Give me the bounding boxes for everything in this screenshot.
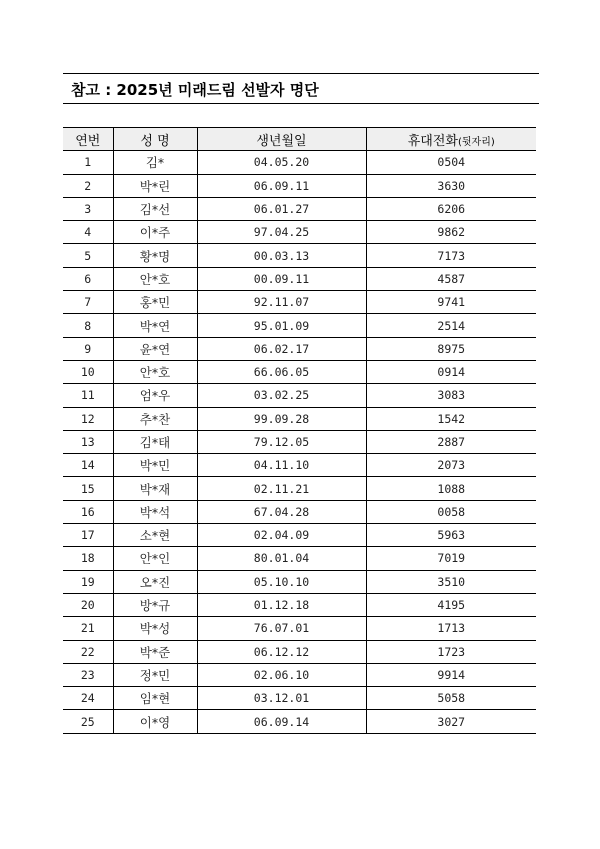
cell-birth: 06.01.27 (197, 197, 366, 220)
cell-no: 13 (63, 430, 113, 453)
table-row (63, 500, 536, 523)
table-row (63, 267, 536, 290)
cell-name: 김*태 (113, 430, 197, 453)
cell-name: 박*린 (113, 174, 197, 197)
cell-birth: 03.12.01 (197, 687, 366, 710)
cell-birth: 06.09.11 (197, 174, 366, 197)
table-row (63, 244, 536, 267)
table-row (63, 384, 536, 407)
cell-phone: 0058 (366, 500, 536, 523)
table-row (63, 151, 536, 174)
table-header-row (63, 128, 536, 151)
cell-no: 14 (63, 454, 113, 477)
cell-name: 추*찬 (113, 407, 197, 430)
table-row (63, 407, 536, 430)
cell-birth: 95.01.09 (197, 314, 366, 337)
cell-name: 박*민 (113, 454, 197, 477)
cell-birth: 99.09.28 (197, 407, 366, 430)
cell-no: 22 (63, 640, 113, 663)
table-row (63, 291, 536, 314)
cell-no: 7 (63, 291, 113, 314)
cell-phone: 7019 (366, 547, 536, 570)
cell-name: 김* (113, 151, 197, 174)
table-row (63, 360, 536, 383)
cell-birth: 04.11.10 (197, 454, 366, 477)
cell-phone: 0504 (366, 151, 536, 174)
cell-name: 안*인 (113, 547, 197, 570)
header-name: 성 명 (113, 128, 197, 151)
cell-birth: 01.12.18 (197, 593, 366, 616)
cell-no: 18 (63, 547, 113, 570)
cell-birth: 03.02.25 (197, 384, 366, 407)
cell-phone: 1542 (366, 407, 536, 430)
cell-no: 25 (63, 710, 113, 733)
cell-no: 15 (63, 477, 113, 500)
cell-birth: 00.03.13 (197, 244, 366, 267)
cell-name: 임*현 (113, 687, 197, 710)
cell-birth: 76.07.01 (197, 617, 366, 640)
cell-phone: 1713 (366, 617, 536, 640)
cell-phone: 9914 (366, 663, 536, 686)
cell-no: 5 (63, 244, 113, 267)
cell-name: 박*연 (113, 314, 197, 337)
cell-phone: 9862 (366, 221, 536, 244)
table-row (63, 197, 536, 220)
table-row (63, 710, 536, 733)
cell-no: 9 (63, 337, 113, 360)
cell-birth: 02.04.09 (197, 524, 366, 547)
cell-name: 이*영 (113, 710, 197, 733)
cell-phone: 3027 (366, 710, 536, 733)
cell-birth: 04.05.20 (197, 151, 366, 174)
table-row (63, 454, 536, 477)
cell-no: 17 (63, 524, 113, 547)
cell-phone: 5058 (366, 687, 536, 710)
table-row (63, 640, 536, 663)
table-row (63, 617, 536, 640)
document-title: 참고 : 2025년 미래드림 선발자 명단 (71, 81, 319, 99)
cell-phone: 0914 (366, 360, 536, 383)
cell-name: 정*민 (113, 663, 197, 686)
cell-name: 방*규 (113, 593, 197, 616)
cell-no: 24 (63, 687, 113, 710)
table-header (63, 128, 536, 151)
cell-birth: 80.01.04 (197, 547, 366, 570)
cell-birth: 02.11.21 (197, 477, 366, 500)
cell-name: 홍*민 (113, 291, 197, 314)
table-row (63, 174, 536, 197)
cell-name: 오*진 (113, 570, 197, 593)
header-phone-label: 휴대전화 (407, 133, 458, 149)
cell-birth: 79.12.05 (197, 430, 366, 453)
cell-no: 3 (63, 197, 113, 220)
cell-name: 김*선 (113, 197, 197, 220)
cell-birth: 02.06.10 (197, 663, 366, 686)
table-row (63, 687, 536, 710)
cell-phone: 1723 (366, 640, 536, 663)
cell-phone: 4587 (366, 267, 536, 290)
cell-no: 1 (63, 151, 113, 174)
cell-phone: 5963 (366, 524, 536, 547)
cell-phone: 7173 (366, 244, 536, 267)
cell-birth: 06.02.17 (197, 337, 366, 360)
cell-name: 안*호 (113, 360, 197, 383)
cell-no: 6 (63, 267, 113, 290)
cell-name: 박*성 (113, 617, 197, 640)
cell-birth: 06.12.12 (197, 640, 366, 663)
table-row (63, 570, 536, 593)
cell-no: 10 (63, 360, 113, 383)
cell-name: 소*현 (113, 524, 197, 547)
cell-no: 23 (63, 663, 113, 686)
selection-list-table (63, 127, 536, 734)
cell-name: 안*호 (113, 267, 197, 290)
cell-phone: 6206 (366, 197, 536, 220)
cell-birth: 00.09.11 (197, 267, 366, 290)
cell-no: 16 (63, 500, 113, 523)
cell-birth: 05.10.10 (197, 570, 366, 593)
table-row (63, 547, 536, 570)
cell-name: 박*재 (113, 477, 197, 500)
table-row (63, 663, 536, 686)
cell-no: 2 (63, 174, 113, 197)
cell-birth: 67.04.28 (197, 500, 366, 523)
cell-no: 21 (63, 617, 113, 640)
cell-no: 12 (63, 407, 113, 430)
cell-name: 윤*연 (113, 337, 197, 360)
cell-phone: 4195 (366, 593, 536, 616)
cell-no: 19 (63, 570, 113, 593)
cell-birth: 92.11.07 (197, 291, 366, 314)
cell-birth: 97.04.25 (197, 221, 366, 244)
header-phone (366, 128, 536, 151)
header-phone-suffix: (뒷자리) (457, 136, 495, 148)
cell-no: 4 (63, 221, 113, 244)
cell-phone: 2514 (366, 314, 536, 337)
cell-phone: 3630 (366, 174, 536, 197)
cell-name: 박*석 (113, 500, 197, 523)
cell-phone: 3510 (366, 570, 536, 593)
cell-phone: 2887 (366, 430, 536, 453)
table-row (63, 314, 536, 337)
cell-name: 이*주 (113, 221, 197, 244)
header-birth: 생년월일 (197, 128, 366, 151)
cell-name: 박*준 (113, 640, 197, 663)
table-row (63, 337, 536, 360)
cell-no: 20 (63, 593, 113, 616)
cell-no: 11 (63, 384, 113, 407)
cell-no: 8 (63, 314, 113, 337)
table-row (63, 593, 536, 616)
table-row (63, 430, 536, 453)
table-row (63, 221, 536, 244)
document-title-bar (63, 73, 539, 104)
cell-birth: 66.06.05 (197, 360, 366, 383)
cell-name: 황*명 (113, 244, 197, 267)
table-row (63, 524, 536, 547)
cell-phone: 1088 (366, 477, 536, 500)
header-no: 연번 (63, 128, 113, 151)
cell-phone: 2073 (366, 454, 536, 477)
cell-phone: 3083 (366, 384, 536, 407)
table-row (63, 477, 536, 500)
cell-phone: 8975 (366, 337, 536, 360)
table-body (63, 151, 536, 733)
cell-birth: 06.09.14 (197, 710, 366, 733)
cell-phone: 9741 (366, 291, 536, 314)
cell-name: 엄*우 (113, 384, 197, 407)
